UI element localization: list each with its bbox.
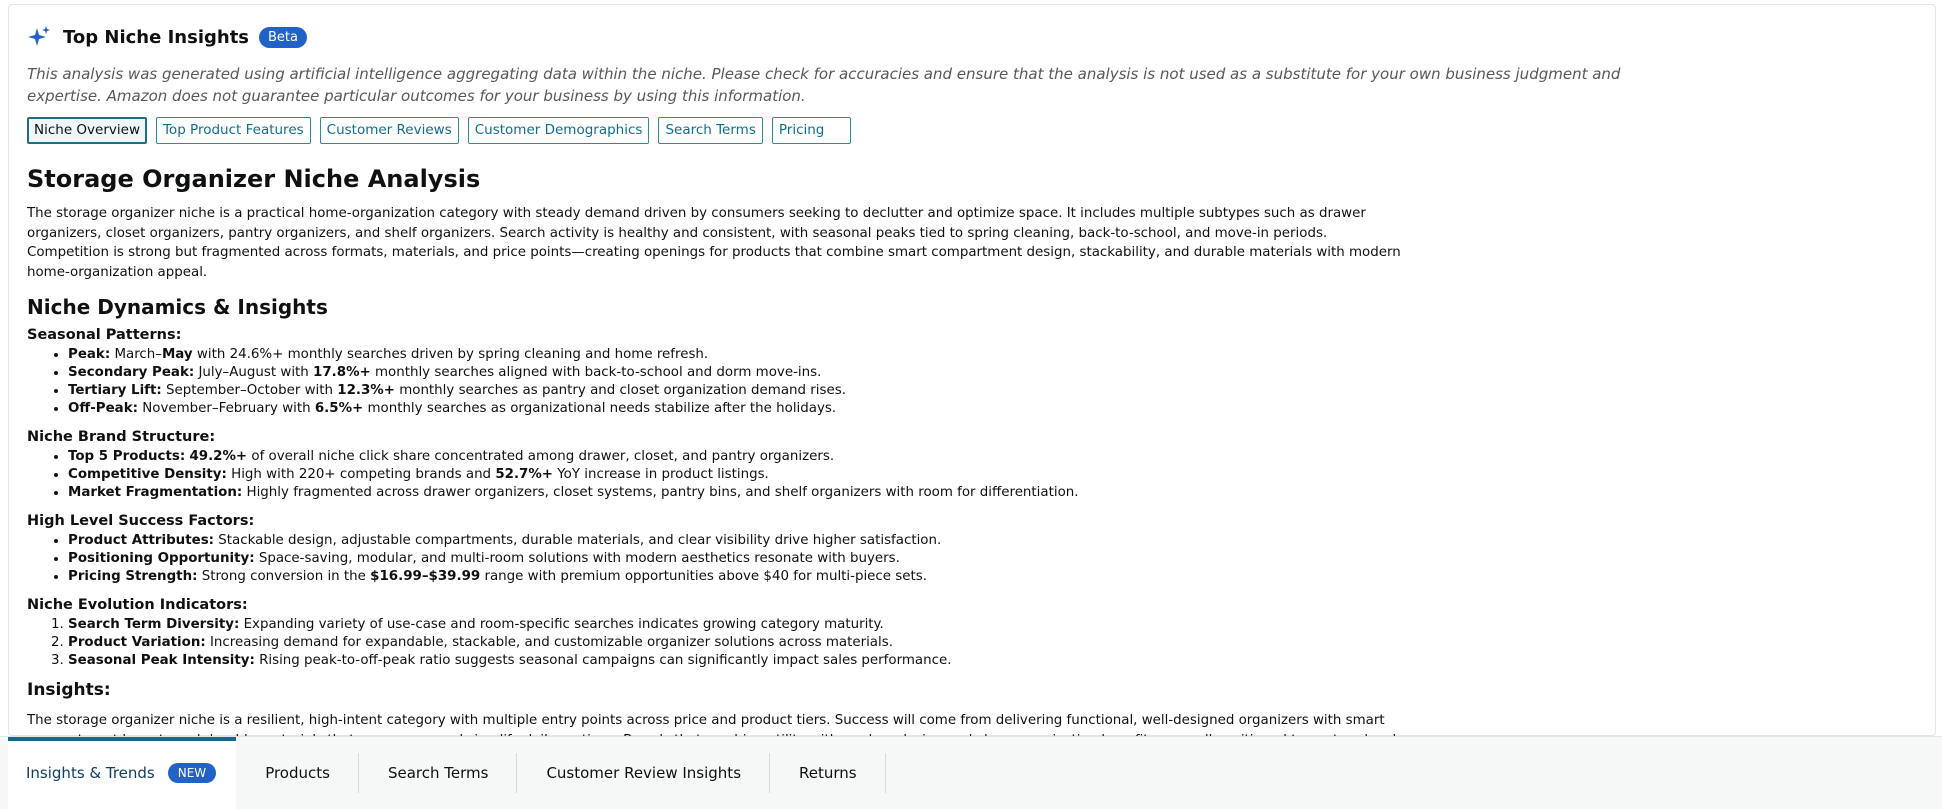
nav-insights-trends[interactable] [8,737,236,809]
list-item: • Off-Peak: November–February with 6.5%+ monthly searches as organizational needs stabilize after the holidays. [68,400,1887,418]
list-item: • Tertiary Lift: September–October with 12.3%+ monthly searches as pantry and closet organization demand rises. [68,382,1887,400]
list-item: • Pricing Strength: Strong conversion in the $16.99–$39.99 range with premium opportunities above $40 for multi-piece sets. [68,568,1887,586]
new-badge: NEW [168,763,216,783]
tab-search-terms[interactable]: Search Terms [658,117,762,144]
insights-heading: Insights: [27,680,111,700]
nav-customer-review-insights[interactable] [517,737,770,809]
evolution-list [27,616,1887,670]
brand-heading: Niche Brand Structure: [27,429,216,445]
nav-returns[interactable] [770,737,886,809]
list-item: • Market Fragmentation: Highly fragmented across drawer organizers, closet systems, pantry bins, and shelf organizers with room for differentiation. [68,484,1887,502]
list-item: • Peak: March–May with 24.6%+ monthly searches driven by spring cleaning and home refresh. [68,346,1887,364]
success-list [27,532,1887,586]
tab-niche-overview[interactable]: Niche Overview [27,117,147,144]
list-item: • Positioning Opportunity: Space-saving, modular, and multi-room solutions with modern aesthetics resonate with buyers. [68,550,1887,568]
list-item: • Top 5 Products: 49.2%+ of overall niche click share concentrated among drawer, closet, and pantry organizers. [68,448,1887,466]
analysis-intro: The storage organizer niche is a practical home-organization category with steady demand driven by consumers seeking to declutter and optimize space. It includes multiple subtypes such as drawer organizers, closet organizers, pantry organizers, and shelf organizers. Search activity is healthy and consistent, with seasonal peaks tied to spring cleaning, back-to-school, and move-in periods. Competition is strong but fragmented across formats, materials, and price points—creating openings for products that combine smart compartment design, stackability, and durable materials with modern home-organization appeal. [27,206,1401,280]
insights-header [27,21,1887,53]
bottom-navigation [0,736,1942,809]
insights-title: Top Niche Insights [63,26,250,48]
tab-customer-demographics[interactable]: Customer Demographics [468,117,650,144]
seasonal-list [27,346,1887,418]
insight-tabs [27,117,1887,144]
dynamics-heading: Niche Dynamics & Insights [27,295,328,319]
nav-label: Insights & Trends [26,764,155,782]
tab-customer-reviews[interactable]: Customer Reviews [320,117,459,144]
nav-label: Customer Review Insights [546,764,742,782]
nav-label: Products [265,764,330,782]
beta-badge: Beta [259,27,307,48]
brand-list [27,448,1887,502]
list-item: 3. Seasonal Peak Intensity: Rising peak-to-off-peak ratio suggests seasonal campaigns can significantly impact sales performance. [68,652,1887,670]
list-item: • Secondary Peak: July–August with 17.8%+ monthly searches aligned with back-to-school and dorm move-ins. [68,364,1887,382]
nav-products[interactable] [236,737,359,809]
nav-label: Returns [799,764,857,782]
success-heading: High Level Success Factors: [27,513,255,529]
list-item: • Competitive Density: High with 220+ competing brands and 52.7%+ YoY increase in product listings. [68,466,1887,484]
sparkle-icon [27,25,51,49]
seasonal-heading: Seasonal Patterns: [27,327,182,343]
top-niche-insights-card [8,4,1936,736]
tab-top-product-features[interactable]: Top Product Features [156,117,311,144]
evolution-heading: Niche Evolution Indicators: [27,597,248,613]
list-item: 2. Product Variation: Increasing demand for expandable, stackable, and customizable organizer solutions across materials. [68,634,1887,652]
list-item: • Product Attributes: Stackable design, adjustable compartments, durable materials, and clear visibility drive higher satisfaction. [68,532,1887,550]
nav-label: Search Terms [387,764,489,782]
nav-search-terms[interactable] [359,737,517,809]
list-item: 1. Search Term Diversity: Expanding variety of use-case and room-specific searches indicates growing category maturity. [68,616,1887,634]
insights-summary: The storage organizer niche is a resilient, high-intent category with multiple entry points across price and product tiers. Success will come from delivering functional, well-designed organizers with smart [27,713,1385,728]
analysis-title: Storage Organizer Niche Analysis [27,165,481,193]
tab-pricing[interactable]: Pricing [772,117,852,144]
ai-disclaimer: This analysis was generated using artificial intelligence aggregating data within the niche. Please check for accuracies and ensure that the analysis is not used as a substitute for your own business judgment and expertise. Amazon does not guarantee particular outcomes for your business by using this information. [27,65,1621,105]
